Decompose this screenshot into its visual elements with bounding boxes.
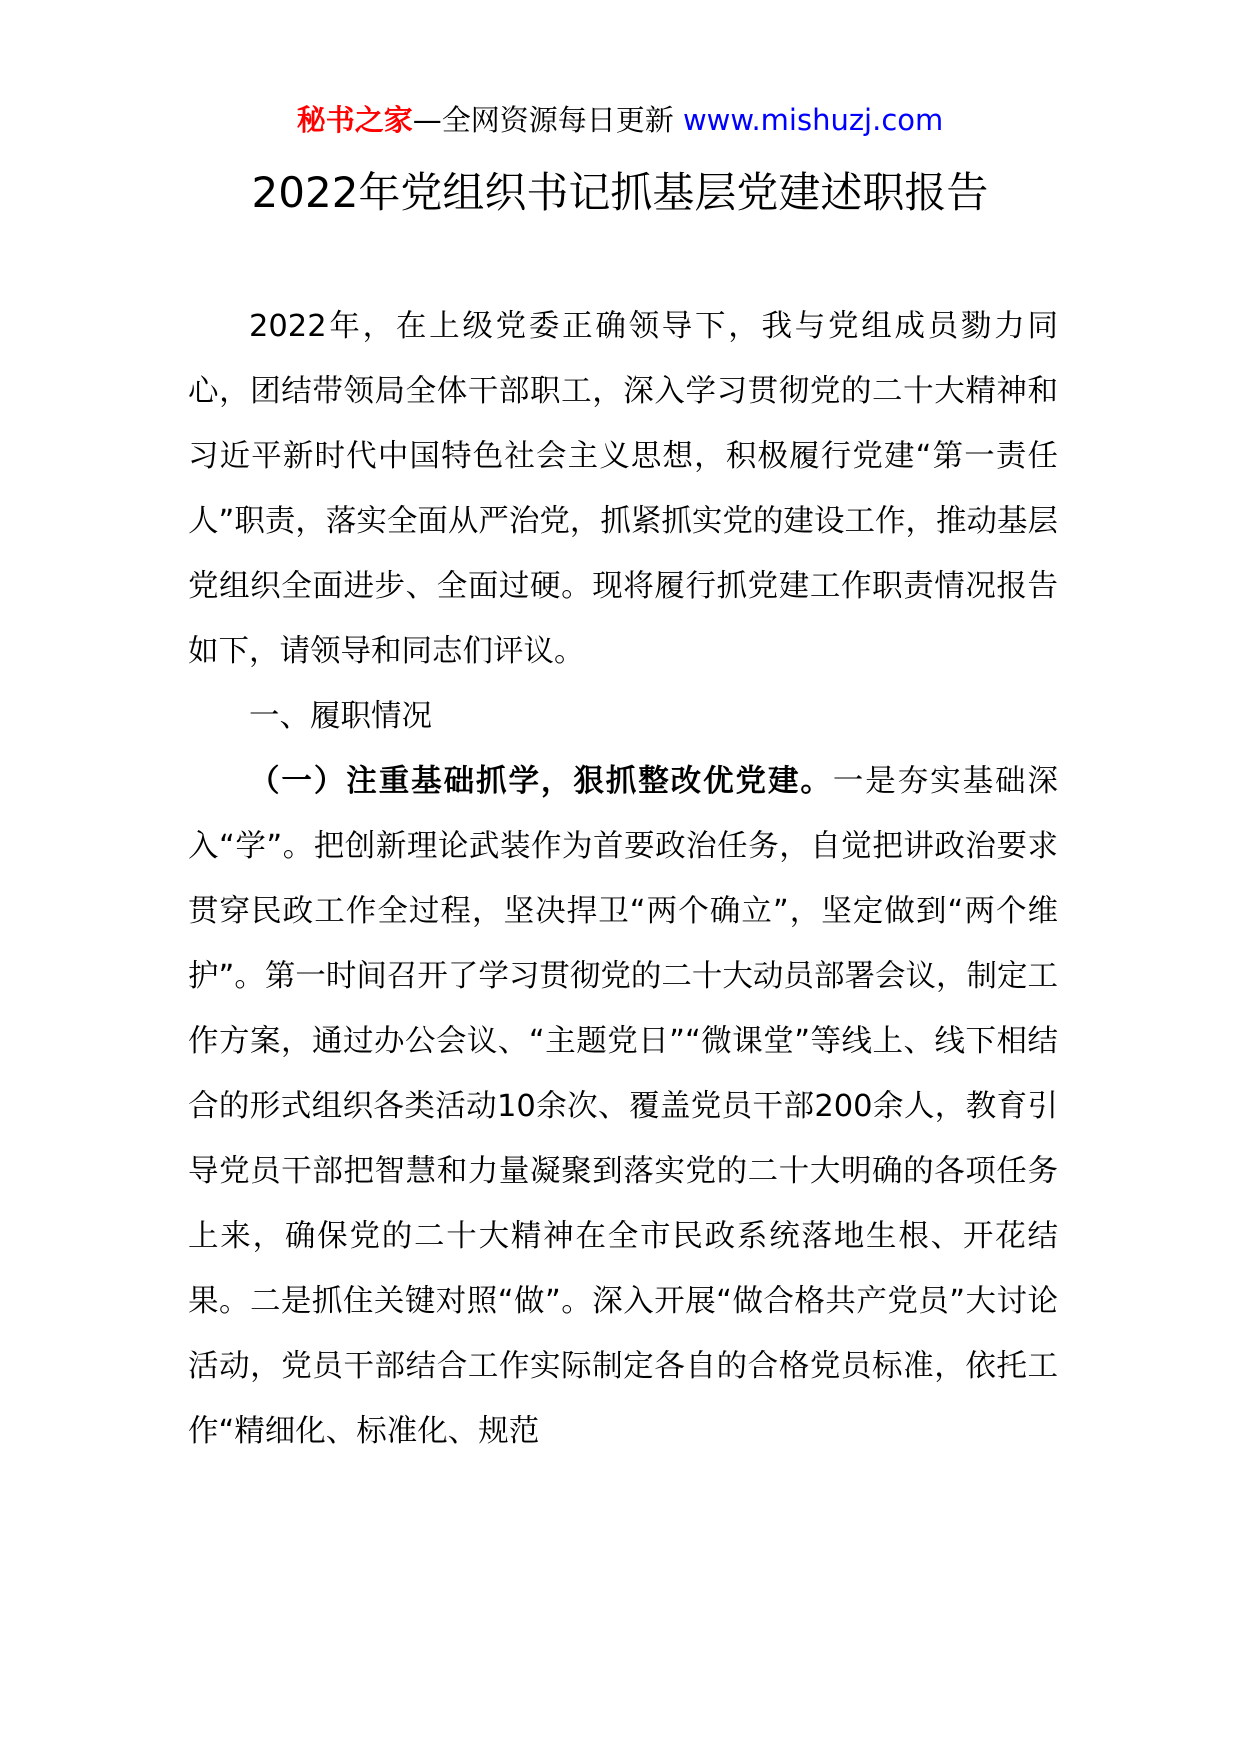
subsection-body: 一是夯实基础深入“学”。把创新理论武装作为首要政治任务，自觉把讲政治要求贯穿民政工作全过程，坚决捍卫“两个确立”，坚定做到“两个维护”。第一时间召开了学习贯彻党的二十大动员部署会议，制定工作方案，通过办公会议、“主题党日”“微课堂”等线上、线下相结合的形式组织各类活动10余次、覆盖党员干部200余人，教育引导党员干部把智慧和力量凝聚到落实党的二十大明确的各项任务上来，确保党的二十大精神在全市民政系统落地生根、开花结果。二是抓住关键对照“做”。深入开展“做合格共产党员”大讨论活动，党员干部结合工作实际制定各自的合格党员标准，依托工作“精细化、标准化、规范 (188, 764, 1058, 1449)
document-body (188, 294, 1058, 1464)
subsection-paragraph-1 (188, 749, 1058, 1464)
site-header (0, 100, 1240, 140)
site-brand: 秘书之家 (296, 103, 413, 137)
site-url-link[interactable]: www.mishuzj.com (682, 103, 944, 137)
document-title: 2022年党组织书记抓基层党建述职报告 (251, 168, 989, 217)
intro-paragraph: 2022年，在上级党委正确领导下，我与党组成员勠力同心，团结带领局全体干部职工，深入学习贯彻党的二十大精神和习近平新时代中国特色社会主义思想，积极履行党建“第一责任人”职责，落实全面从严治党，抓紧抓实党的建设工作，推动基层党组织全面进步、全面过硬。现将履行抓党建工作职责情况报告如下，请领导和同志们评议。 (188, 309, 1058, 669)
subsection-lead: （一）注重基础抓学，狠抓整改优党建。 (249, 764, 833, 799)
section-heading-1: 一、履职情况 (249, 699, 432, 734)
site-tagline: —全网资源每日更新 (412, 103, 674, 137)
